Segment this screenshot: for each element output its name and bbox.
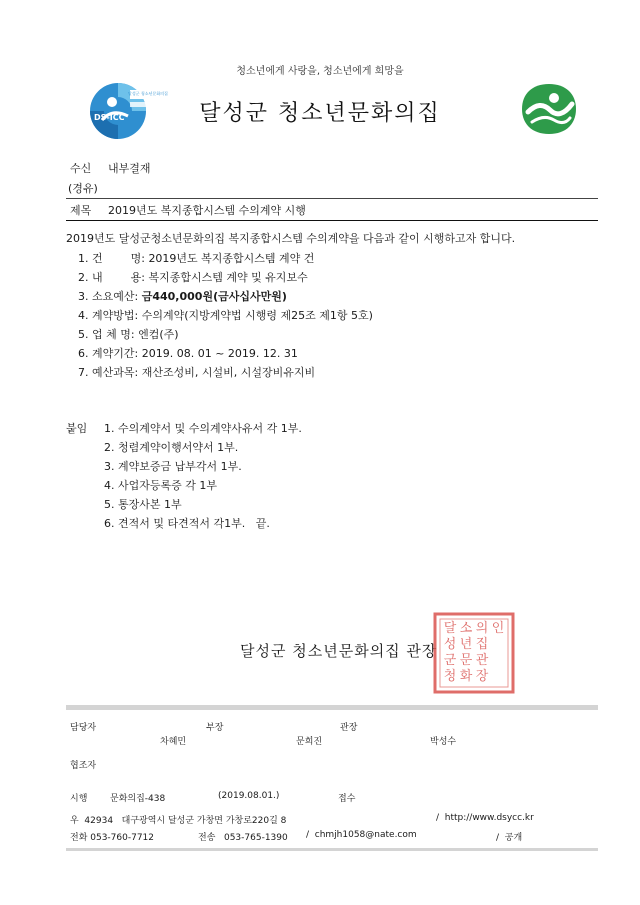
seal-char: 집: [475, 637, 489, 652]
email-address[interactable]: / chmjh1058@nate.com: [306, 830, 417, 840]
website-link[interactable]: / http://www.dsycc.kr: [436, 813, 534, 823]
seal-char: 청: [443, 669, 457, 684]
disclosure-status: / 공개: [496, 833, 523, 843]
item-label: 내 용:: [92, 271, 145, 284]
item-value: 복지종합시스템 계약 및 유지보수: [148, 271, 308, 284]
seal-char: 의: [475, 621, 489, 636]
seal-char: 군: [443, 653, 457, 668]
seal-char: 인: [491, 621, 505, 636]
execution-date: (2019.08.01.): [218, 791, 280, 801]
seal-lettering: [442, 621, 506, 685]
attachment-item: 2. 청렴계약이행서약서 1부.: [104, 441, 239, 454]
item-value: 재산조성비, 시설비, 시설장비유지비: [141, 366, 316, 379]
list-item: [78, 250, 314, 266]
dalseong-emblem: [520, 82, 578, 136]
item-number: 5.: [78, 328, 89, 341]
issuer-name: 달성군 청소년문화의집 관장: [240, 642, 438, 660]
item-value: 2019. 08. 01 ~ 2019. 12. 31: [141, 347, 298, 360]
official-seal: [432, 611, 516, 695]
org-title: 달성군 청소년문화의집: [199, 101, 441, 126]
seal-char: 장: [475, 669, 489, 684]
attachment-item: 1. 수의계약서 및 수의계약사유서 각 1부.: [104, 422, 302, 435]
seal-char: 성: [443, 637, 457, 652]
item-value: 엔컴(주): [138, 328, 179, 341]
list-item: [78, 326, 179, 342]
attachment-item: 3. 계약보증금 납부각서 1부.: [104, 460, 242, 473]
seal-char: 화: [459, 669, 473, 684]
drafter-label: 담당자: [70, 723, 97, 733]
item-label: 건 명:: [92, 252, 145, 265]
attachment-label: 붙임: [66, 422, 88, 435]
attachment-item: 6. 견적서 및 타견적서 각1부. 끝.: [104, 517, 270, 530]
postal-address: 우 42934 대구광역시 달성군 가창면 가창로220길 8: [70, 816, 287, 826]
item-value: 2019년도 복지종합시스템 계약 건: [148, 252, 315, 265]
divider: [66, 198, 598, 199]
seal-char: 달: [443, 621, 457, 636]
item-label: 계약기간:: [92, 347, 139, 360]
footer-bottom-rule: [66, 848, 598, 851]
item-value: 수의계약(지방계약법 시행령 제25조 제1항 5호): [141, 309, 373, 322]
recipient-label: 수신: [70, 162, 92, 175]
item-number: 6.: [78, 347, 89, 360]
manager-name: 문희진: [296, 737, 323, 747]
item-number: 4.: [78, 309, 89, 322]
director-label: 관장: [340, 723, 358, 733]
drafter-name: 차혜민: [160, 737, 187, 747]
execution-label: 시행: [70, 794, 88, 804]
item-label: 계약방법:: [92, 309, 139, 322]
item-label: 소요예산:: [92, 290, 139, 303]
attachment-item: 4. 사업자등록증 각 1부: [104, 479, 217, 492]
cooperator-label: 협조자: [70, 761, 97, 771]
seal-char: 관: [475, 653, 489, 668]
seal-char: 년: [459, 637, 473, 652]
via-label: (경유): [68, 182, 98, 195]
item-number: 2.: [78, 271, 89, 284]
list-item: [78, 364, 315, 380]
divider: [66, 220, 598, 221]
fax-number: 전송 053-765-1390: [198, 833, 288, 843]
manager-label: 부장: [206, 723, 224, 733]
subject-label: 제목: [70, 204, 92, 217]
item-number: 3.: [78, 290, 89, 303]
list-item: [78, 269, 308, 285]
phone-number: 전화 053-760-7712: [70, 833, 155, 843]
subject-value: 2019년도 복지종합시스템 수의계약 시행: [108, 204, 306, 217]
list-item: [78, 307, 373, 323]
execution-number: 문화의집-438: [110, 794, 166, 804]
intro-text: 2019년도 달성군청소년문화의집 복지종합시스템 수의계약을 다음과 같이 시행하고자 합니다.: [66, 232, 516, 245]
item-number: 1.: [78, 252, 89, 265]
receipt-label: 접수: [338, 794, 356, 804]
list-item: [78, 345, 298, 361]
item-label: 업 체 명:: [92, 328, 135, 341]
footer-top-rule: [66, 705, 598, 710]
attachment-item: 5. 통장사본 1부: [104, 498, 182, 511]
logo-text: DS-ICC: [94, 113, 125, 122]
logo-subtext: 달성군 청소년문화의집: [128, 91, 168, 96]
budget-amount: 금440,000원(금사십사만원): [141, 290, 287, 303]
slogan: 청소년에게 사랑을, 청소년에게 희망을: [236, 66, 404, 77]
seal-char: 소: [459, 621, 473, 636]
item-label: 예산과목:: [92, 366, 139, 379]
recipient-value: 내부결재: [108, 162, 151, 175]
list-item: [78, 288, 287, 304]
director-name: 박성수: [430, 737, 457, 747]
seal-char: 문: [459, 653, 473, 668]
item-number: 7.: [78, 366, 89, 379]
